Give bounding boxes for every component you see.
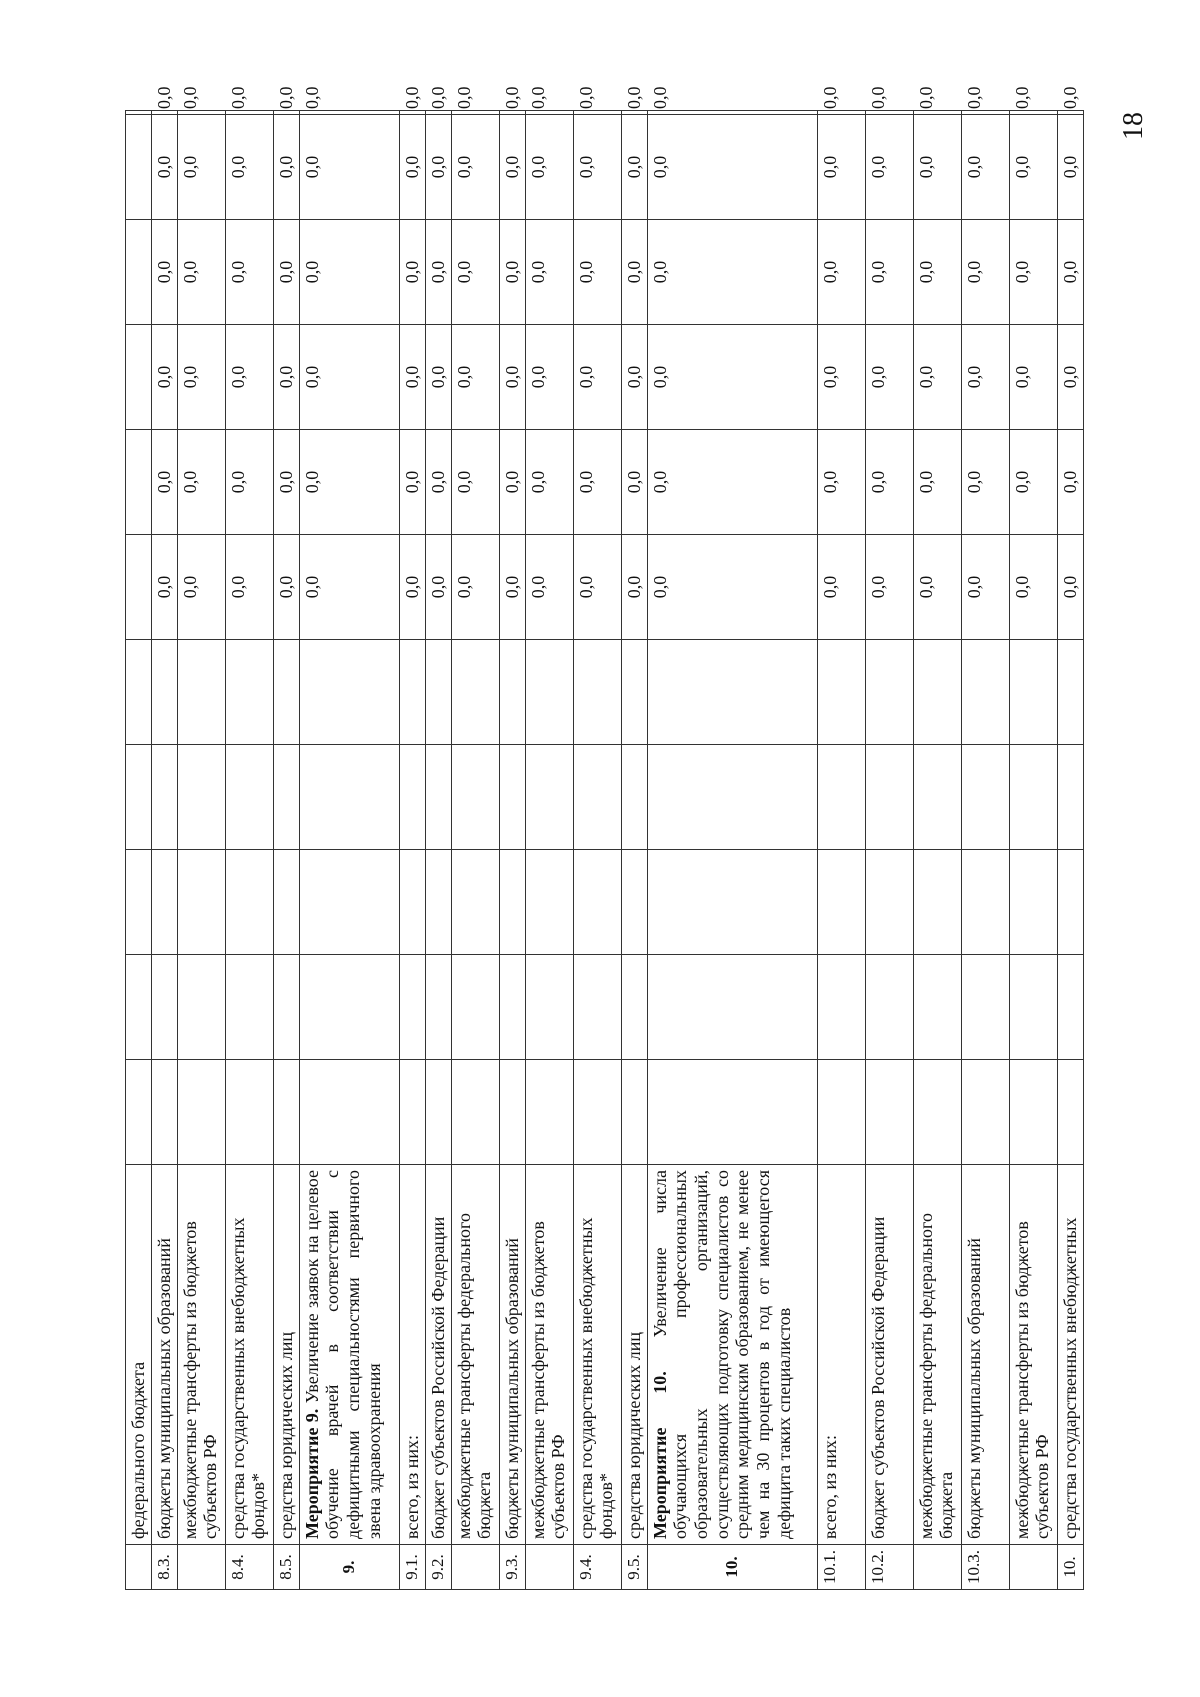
value-cell	[961, 745, 1009, 850]
value-cell	[525, 1060, 573, 1165]
value-cell	[299, 850, 399, 955]
row-label: межбюджетные трансферты из бюджетов субъектов РФ	[177, 1165, 225, 1545]
value-cell	[126, 955, 152, 1060]
value-cell: 0,0	[525, 115, 573, 220]
value-cell: 0,0	[151, 325, 177, 430]
value-cell	[573, 1060, 621, 1165]
value-cell: 0,0	[273, 111, 299, 115]
value-cell: 0,0	[299, 220, 399, 325]
value-cell	[1009, 1060, 1057, 1165]
value-cell: 0,0	[451, 535, 499, 640]
value-cell	[273, 640, 299, 745]
table-row	[961, 111, 1009, 1590]
row-number: 10.2.	[865, 1545, 913, 1590]
value-cell: 0,0	[451, 325, 499, 430]
row-number: 8.3.	[151, 1545, 177, 1590]
value-cell: 0,0	[865, 115, 913, 220]
value-cell	[865, 1060, 913, 1165]
value-cell: 0,0	[621, 111, 647, 115]
table-row	[1057, 111, 1083, 1590]
value-cell	[621, 640, 647, 745]
value-cell: 0,0	[1009, 325, 1057, 430]
value-cell: 0,0	[1057, 430, 1083, 535]
value-cell	[1009, 955, 1057, 1060]
value-cell	[399, 640, 425, 745]
value-cell: 0,0	[961, 220, 1009, 325]
table-row	[865, 111, 913, 1590]
row-number: 9.1.	[399, 1545, 425, 1590]
value-cell: 0,0	[573, 535, 621, 640]
value-cell: 0,0	[525, 325, 573, 430]
row-label: средства юридических лиц	[273, 1165, 299, 1545]
row-number	[451, 1545, 499, 1590]
table-row	[817, 111, 865, 1590]
row-number: 9.5.	[621, 1545, 647, 1590]
table-row	[621, 111, 647, 1590]
value-cell	[499, 1060, 525, 1165]
value-cell	[913, 955, 961, 1060]
row-number: 10.3.	[961, 1545, 1009, 1590]
value-cell	[817, 955, 865, 1060]
value-cell: 0,0	[499, 115, 525, 220]
row-number: 8.5.	[273, 1545, 299, 1590]
value-cell	[865, 640, 913, 745]
value-cell	[151, 1060, 177, 1165]
value-cell: 0,0	[399, 111, 425, 115]
table-row	[273, 111, 299, 1590]
value-cell	[151, 640, 177, 745]
table-row	[573, 111, 621, 1590]
row-label: всего, из них:	[817, 1165, 865, 1545]
value-cell	[399, 1060, 425, 1165]
value-cell	[177, 640, 225, 745]
value-cell: 0,0	[1057, 325, 1083, 430]
row-number: 10.	[647, 1545, 817, 1590]
value-cell: 0,0	[621, 430, 647, 535]
value-cell	[525, 745, 573, 850]
value-cell: 0,0	[399, 430, 425, 535]
value-cell: 0,0	[913, 111, 961, 115]
value-cell: 0,0	[961, 535, 1009, 640]
table-body	[126, 86, 1084, 1590]
value-cell: 0,0	[817, 111, 865, 115]
value-cell	[425, 640, 451, 745]
value-cell: 0,0	[573, 115, 621, 220]
value-cell	[126, 220, 152, 325]
value-cell: 0,0	[573, 111, 621, 115]
value-cell: 0,0	[1057, 115, 1083, 220]
table-row	[425, 111, 451, 1590]
value-cell	[1057, 850, 1083, 955]
value-cell	[451, 1060, 499, 1165]
value-cell	[273, 1060, 299, 1165]
value-cell	[913, 850, 961, 955]
value-cell	[225, 745, 273, 850]
value-cell	[126, 745, 152, 850]
value-cell: 0,0	[225, 430, 273, 535]
value-cell	[299, 745, 399, 850]
value-cell	[399, 955, 425, 1060]
row-number	[1009, 1545, 1057, 1590]
value-cell: 0,0	[525, 430, 573, 535]
value-cell	[961, 640, 1009, 745]
value-cell: 0,0	[865, 535, 913, 640]
value-cell: 0,0	[151, 111, 177, 115]
value-cell: 0,0	[177, 325, 225, 430]
value-cell: 0,0	[151, 535, 177, 640]
value-cell: 0,0	[525, 535, 573, 640]
value-cell	[647, 640, 817, 745]
measure-title: Мероприятие 10.	[649, 1371, 670, 1539]
value-cell: 0,0	[647, 115, 817, 220]
value-cell: 0,0	[1057, 220, 1083, 325]
value-cell	[865, 745, 913, 850]
measure-description: Увеличение числа обучающихся профессиональных образовательных организаций, осуществляющих подготовку специалистов со средним медицинским образованием, не менее чем на 30 процентов в год от имеющегося дефицита таких специалистов	[649, 1170, 794, 1539]
row-number	[126, 1545, 152, 1590]
value-cell	[817, 1060, 865, 1165]
value-cell	[425, 745, 451, 850]
value-cell: 0,0	[451, 111, 499, 115]
value-cell	[299, 955, 399, 1060]
value-cell	[273, 955, 299, 1060]
value-cell	[817, 745, 865, 850]
row-number: 9.4.	[573, 1545, 621, 1590]
value-cell	[1057, 1060, 1083, 1165]
value-cell	[126, 1060, 152, 1165]
value-cell	[151, 955, 177, 1060]
value-cell: 0,0	[225, 535, 273, 640]
value-cell: 0,0	[225, 220, 273, 325]
value-cell	[451, 955, 499, 1060]
value-cell	[225, 640, 273, 745]
value-cell	[865, 850, 913, 955]
value-cell	[273, 745, 299, 850]
row-label: средства государственных внебюджетных фондов*	[573, 1165, 621, 1545]
row-label: средства юридических лиц	[621, 1165, 647, 1545]
row-label: бюджеты муниципальных образований	[961, 1165, 1009, 1545]
value-cell: 0,0	[865, 430, 913, 535]
value-cell: 0,0	[273, 220, 299, 325]
value-cell: 0,0	[1009, 220, 1057, 325]
table-row	[151, 111, 177, 1590]
row-label: бюджеты муниципальных образований	[499, 1165, 525, 1545]
table-row	[913, 111, 961, 1590]
page-number: 18	[1118, 112, 1149, 140]
value-cell	[177, 1060, 225, 1165]
value-cell	[621, 955, 647, 1060]
value-cell: 0,0	[273, 430, 299, 535]
value-cell	[573, 640, 621, 745]
value-cell: 0,0	[621, 220, 647, 325]
table-row	[451, 111, 499, 1590]
value-cell	[525, 955, 573, 1060]
value-cell	[647, 745, 817, 850]
value-cell: 0,0	[647, 430, 817, 535]
value-cell	[499, 850, 525, 955]
value-cell: 0,0	[913, 220, 961, 325]
value-cell	[621, 1060, 647, 1165]
value-cell: 0,0	[499, 430, 525, 535]
value-cell	[525, 640, 573, 745]
value-cell	[647, 955, 817, 1060]
row-number: 10.	[1057, 1545, 1083, 1590]
value-cell	[399, 850, 425, 955]
row-number: 10.1.	[817, 1545, 865, 1590]
value-cell	[525, 850, 573, 955]
row-label: межбюджетные трансферты федерального бюджета	[913, 1165, 961, 1545]
value-cell: 0,0	[499, 220, 525, 325]
value-cell	[126, 111, 152, 115]
value-cell	[817, 850, 865, 955]
value-cell	[961, 955, 1009, 1060]
value-cell: 0,0	[525, 111, 573, 115]
value-cell: 0,0	[817, 430, 865, 535]
value-cell: 0,0	[273, 115, 299, 220]
value-cell	[647, 1060, 817, 1165]
value-cell: 0,0	[961, 111, 1009, 115]
value-cell: 0,0	[177, 115, 225, 220]
value-cell: 0,0	[1009, 430, 1057, 535]
row-label	[299, 1165, 399, 1545]
row-label	[647, 1165, 817, 1545]
value-cell	[961, 850, 1009, 955]
table-row	[177, 111, 225, 1590]
value-cell: 0,0	[647, 535, 817, 640]
row-label: средства государственных внебюджетных	[1057, 1165, 1083, 1545]
value-cell	[961, 1060, 1009, 1165]
table-row	[525, 111, 573, 1590]
value-cell: 0,0	[573, 325, 621, 430]
value-cell: 0,0	[177, 111, 225, 115]
row-label: межбюджетные трансферты из бюджетов субъектов РФ	[1009, 1165, 1057, 1545]
value-cell	[299, 1060, 399, 1165]
value-cell	[425, 1060, 451, 1165]
value-cell	[177, 955, 225, 1060]
value-cell: 0,0	[177, 220, 225, 325]
row-number	[913, 1545, 961, 1590]
value-cell: 0,0	[399, 535, 425, 640]
value-cell: 0,0	[399, 325, 425, 430]
value-cell: 0,0	[1009, 115, 1057, 220]
value-cell: 0,0	[499, 111, 525, 115]
value-cell: 0,0	[425, 220, 451, 325]
value-cell: 0,0	[573, 220, 621, 325]
row-label: средства государственных внебюджетных фондов*	[225, 1165, 273, 1545]
value-cell	[573, 850, 621, 955]
value-cell: 0,0	[1057, 111, 1083, 115]
value-cell	[151, 850, 177, 955]
measure-title: Мероприятие 9.	[301, 1408, 322, 1539]
value-cell: 0,0	[299, 430, 399, 535]
value-cell	[1009, 745, 1057, 850]
value-cell	[177, 850, 225, 955]
value-cell	[913, 745, 961, 850]
value-cell	[425, 955, 451, 1060]
value-cell	[573, 745, 621, 850]
value-cell	[126, 115, 152, 220]
row-label: межбюджетные трансферты из бюджетов субъектов РФ	[525, 1165, 573, 1545]
value-cell: 0,0	[913, 325, 961, 430]
table-row	[299, 111, 399, 1590]
value-cell	[177, 745, 225, 850]
table-row	[647, 111, 817, 1590]
value-cell	[299, 640, 399, 745]
value-cell: 0,0	[1009, 111, 1057, 115]
value-cell: 0,0	[865, 111, 913, 115]
value-cell: 0,0	[425, 535, 451, 640]
value-cell: 0,0	[865, 325, 913, 430]
value-cell: 0,0	[273, 325, 299, 430]
value-cell	[499, 955, 525, 1060]
value-cell: 0,0	[647, 111, 817, 115]
value-cell: 0,0	[621, 535, 647, 640]
row-number	[177, 1545, 225, 1590]
row-number	[525, 1545, 573, 1590]
row-number: 9.3.	[499, 1545, 525, 1590]
value-cell: 0,0	[647, 325, 817, 430]
value-cell: 0,0	[225, 325, 273, 430]
table-row	[1009, 111, 1057, 1590]
value-cell	[273, 850, 299, 955]
value-cell: 0,0	[621, 115, 647, 220]
value-cell: 0,0	[425, 325, 451, 430]
measure-description: Увеличение заявок на целевое обучение врачей в соответствии с дефицитными специальностями первичного звена здравоохранения	[301, 1170, 384, 1539]
value-cell: 0,0	[817, 220, 865, 325]
value-cell: 0,0	[299, 111, 399, 115]
value-cell: 0,0	[399, 220, 425, 325]
value-cell: 0,0	[499, 535, 525, 640]
value-cell: 0,0	[451, 115, 499, 220]
value-cell	[225, 1060, 273, 1165]
value-cell: 0,0	[865, 220, 913, 325]
table-row	[126, 111, 152, 1590]
value-cell	[1057, 745, 1083, 850]
value-cell	[126, 535, 152, 640]
value-cell: 0,0	[817, 535, 865, 640]
value-cell: 0,0	[273, 535, 299, 640]
value-cell	[647, 850, 817, 955]
value-cell	[151, 745, 177, 850]
rotated-page	[125, 86, 1125, 1590]
row-label: бюджет субъектов Российской Федерации	[865, 1165, 913, 1545]
value-cell: 0,0	[961, 115, 1009, 220]
value-cell: 0,0	[573, 430, 621, 535]
value-cell	[817, 640, 865, 745]
value-cell	[126, 430, 152, 535]
value-cell	[451, 640, 499, 745]
value-cell	[425, 850, 451, 955]
value-cell: 0,0	[299, 325, 399, 430]
value-cell: 0,0	[299, 535, 399, 640]
value-cell: 0,0	[961, 325, 1009, 430]
value-cell: 0,0	[177, 535, 225, 640]
value-cell	[499, 640, 525, 745]
value-cell: 0,0	[913, 535, 961, 640]
value-cell: 0,0	[399, 115, 425, 220]
row-label: бюджет субъектов Российской Федерации	[425, 1165, 451, 1545]
value-cell: 0,0	[151, 430, 177, 535]
row-number: 8.4.	[225, 1545, 273, 1590]
value-cell	[913, 640, 961, 745]
value-cell	[126, 640, 152, 745]
value-cell: 0,0	[151, 220, 177, 325]
value-cell: 0,0	[1057, 535, 1083, 640]
value-cell: 0,0	[647, 220, 817, 325]
value-cell	[126, 850, 152, 955]
value-cell	[573, 955, 621, 1060]
value-cell: 0,0	[817, 325, 865, 430]
value-cell	[913, 1060, 961, 1165]
row-number: 9.	[299, 1545, 399, 1590]
value-cell	[1009, 640, 1057, 745]
row-label: всего, из них:	[399, 1165, 425, 1545]
table-row	[499, 111, 525, 1590]
value-cell: 0,0	[499, 325, 525, 430]
row-number: 9.2.	[425, 1545, 451, 1590]
value-cell	[399, 745, 425, 850]
value-cell: 0,0	[913, 430, 961, 535]
value-cell	[499, 745, 525, 850]
value-cell: 0,0	[621, 325, 647, 430]
value-cell: 0,0	[451, 430, 499, 535]
value-cell	[621, 745, 647, 850]
value-cell	[865, 955, 913, 1060]
value-cell: 0,0	[451, 220, 499, 325]
value-cell	[621, 850, 647, 955]
budget-table	[125, 86, 1084, 1590]
value-cell: 0,0	[525, 220, 573, 325]
value-cell: 0,0	[961, 430, 1009, 535]
value-cell: 0,0	[817, 115, 865, 220]
row-label: бюджеты муниципальных образований	[151, 1165, 177, 1545]
value-cell: 0,0	[151, 115, 177, 220]
value-cell	[1057, 640, 1083, 745]
value-cell	[126, 325, 152, 430]
value-cell: 0,0	[1009, 535, 1057, 640]
value-cell: 0,0	[299, 115, 399, 220]
value-cell	[1009, 850, 1057, 955]
value-cell	[225, 850, 273, 955]
value-cell: 0,0	[225, 111, 273, 115]
value-cell	[1057, 955, 1083, 1060]
value-cell: 0,0	[177, 430, 225, 535]
value-cell: 0,0	[913, 115, 961, 220]
row-label: межбюджетные трансферты федерального бюджета	[451, 1165, 499, 1545]
value-cell	[451, 745, 499, 850]
table-row	[225, 111, 273, 1590]
value-cell: 0,0	[425, 115, 451, 220]
value-cell: 0,0	[425, 430, 451, 535]
value-cell	[451, 850, 499, 955]
value-cell	[225, 955, 273, 1060]
value-cell: 0,0	[225, 115, 273, 220]
row-label: федерального бюджета	[126, 1165, 152, 1545]
value-cell: 0,0	[425, 111, 451, 115]
table-row	[399, 111, 425, 1590]
